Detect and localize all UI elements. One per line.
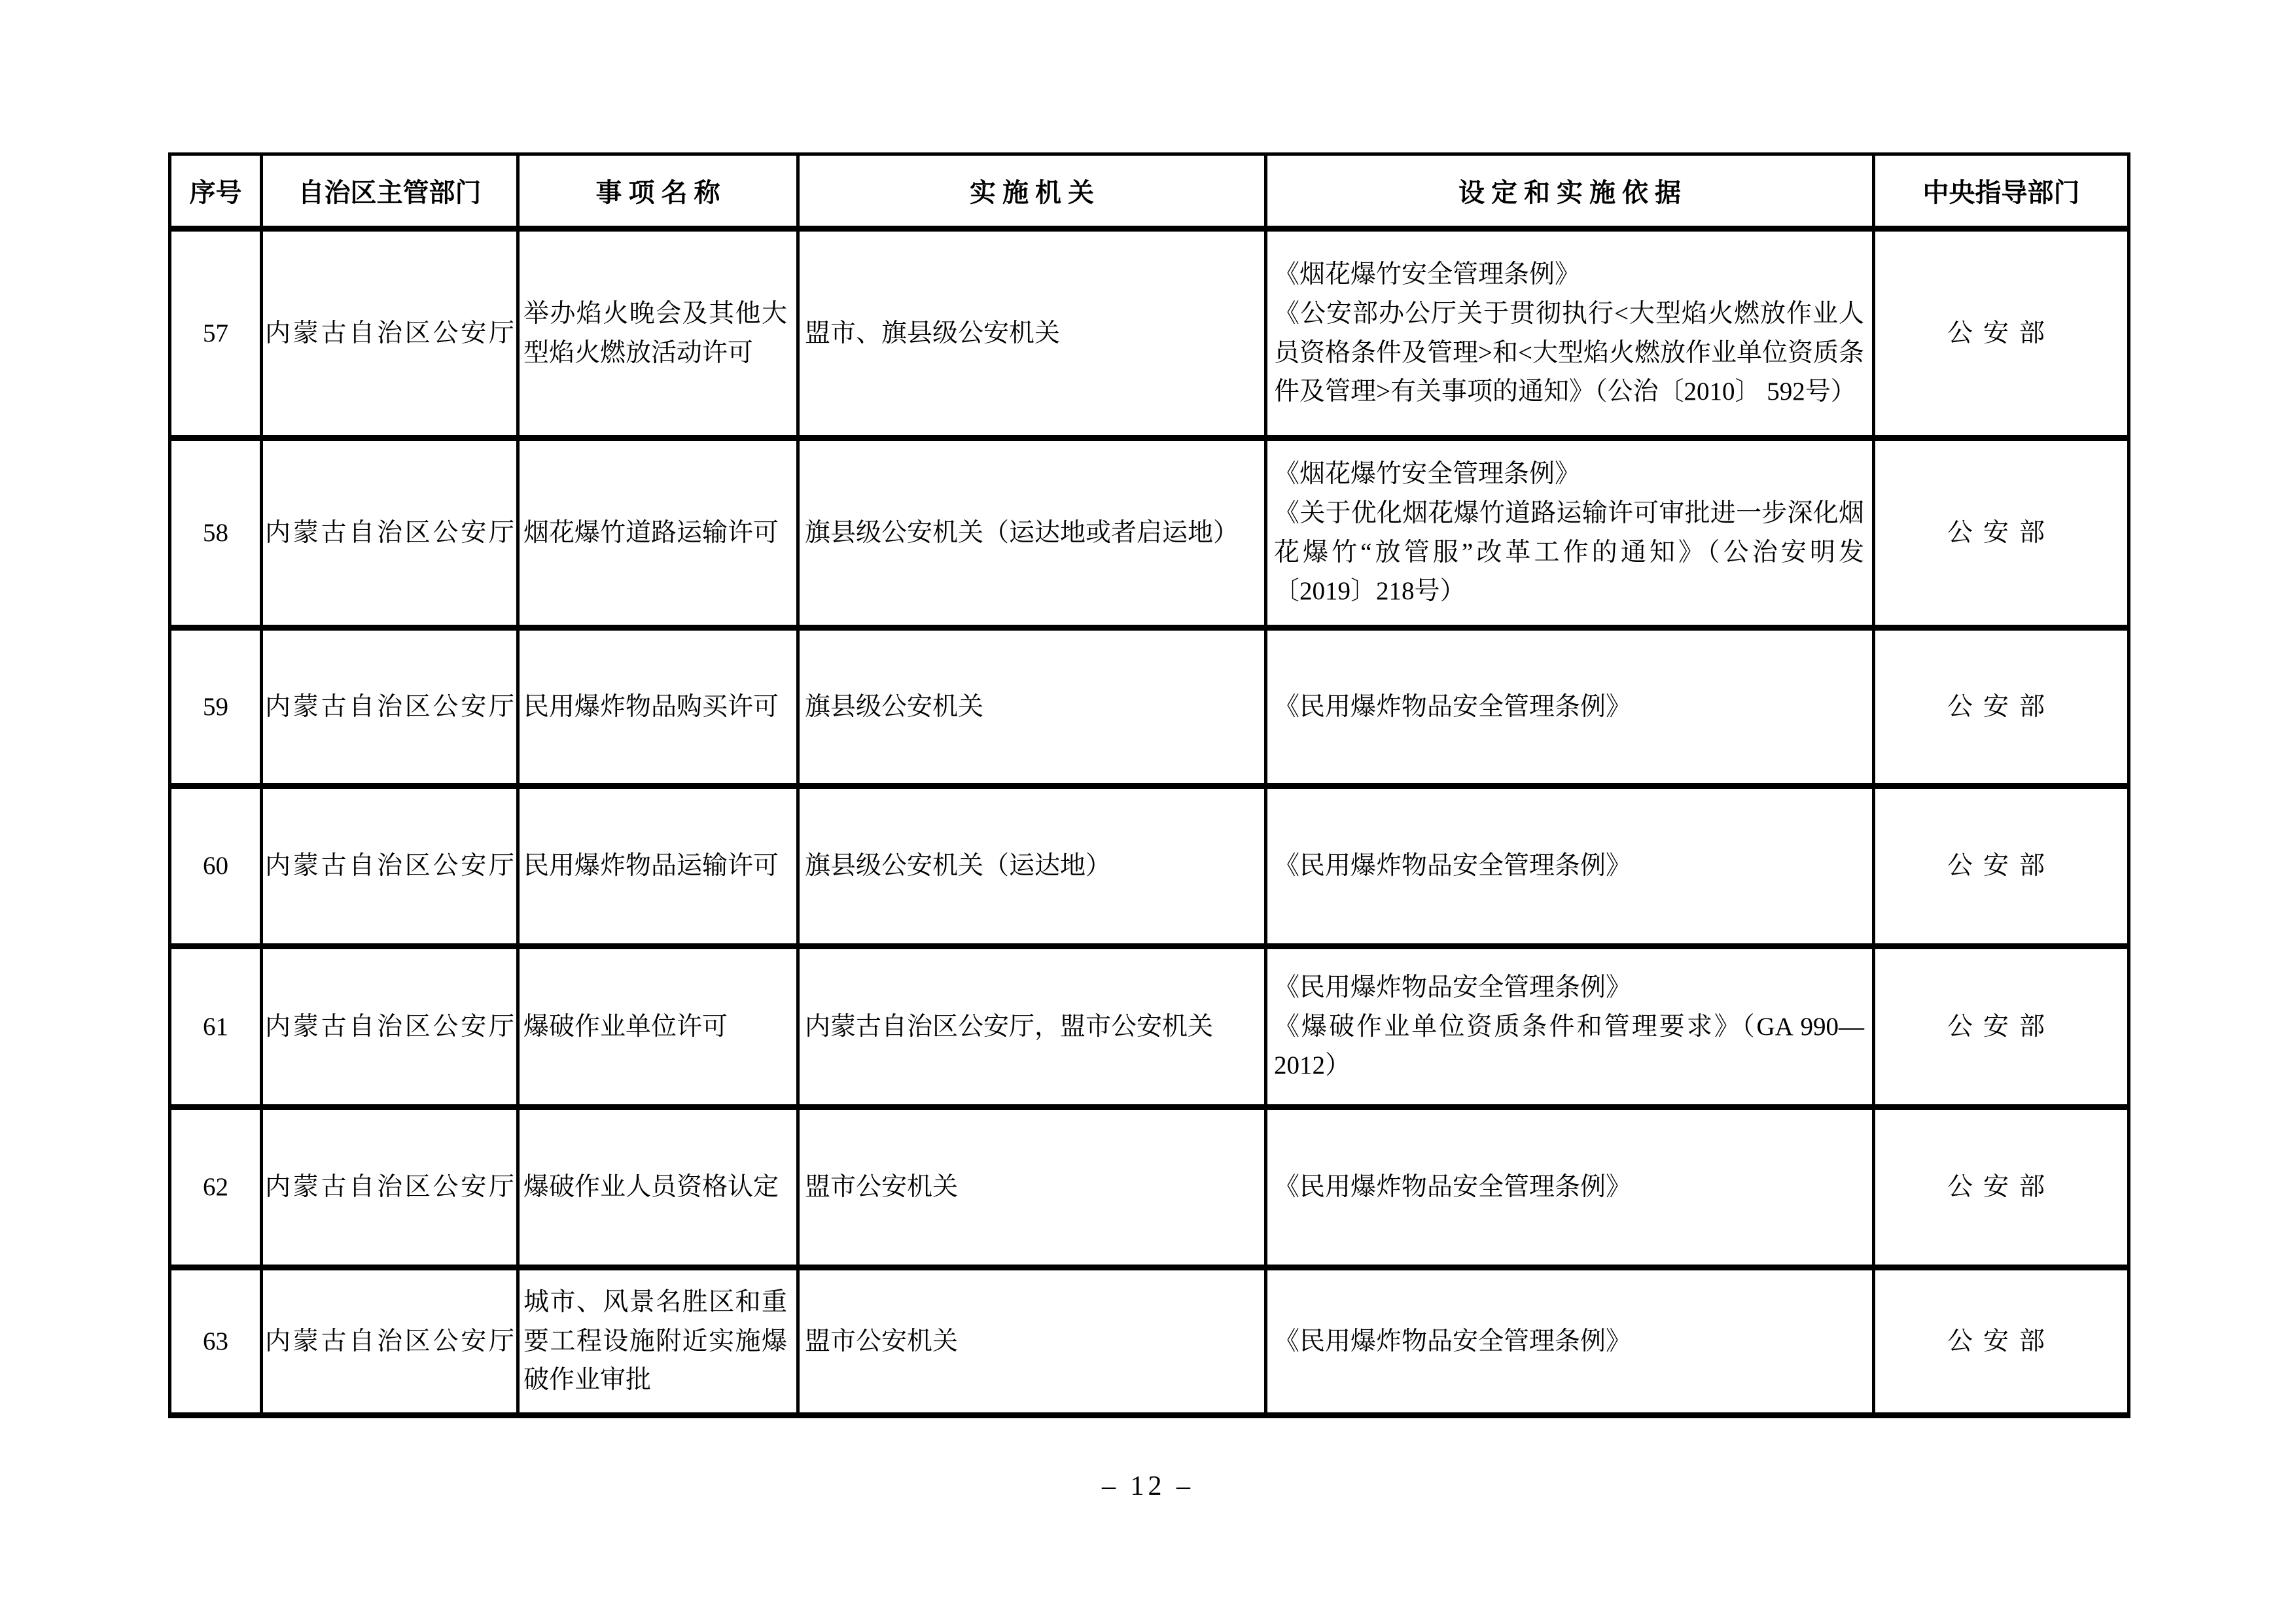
col-header-department: 自治区主管部门: [262, 154, 518, 229]
cell-central-dept: 公安部: [1874, 947, 2129, 1108]
cell-item-name: 爆破作业人员资格认定: [518, 1108, 798, 1268]
cell-agency: 内蒙古自治区公安厅，盟市公安机关: [798, 947, 1266, 1108]
cell-basis: 《民用爆炸物品安全管理条例》 《爆破作业单位资质条件和管理要求》（GA 990—2012）: [1266, 947, 1874, 1108]
cell-index: 58: [170, 438, 262, 628]
cell-index: 57: [170, 229, 262, 438]
page-number: – 12 –: [1102, 1471, 1194, 1501]
cell-department: 内蒙古自治区公安厅: [262, 1108, 518, 1268]
table-row: [170, 1108, 2129, 1268]
cell-item-name: 城市、风景名胜区和重要工程设施附近实施爆破作业审批: [518, 1268, 798, 1416]
table-row: [170, 786, 2129, 947]
cell-item-name: 民用爆炸物品运输许可: [518, 786, 798, 947]
table-row: [170, 438, 2129, 628]
cell-central-dept: 公安部: [1874, 229, 2129, 438]
cell-basis: 《烟花爆竹安全管理条例》 《关于优化烟花爆竹道路运输许可审批进一步深化烟花爆竹“放管服”改革工作的通知》（公治安明发〔2019〕218号）: [1266, 438, 1874, 628]
cell-item-name: 烟花爆竹道路运输许可: [518, 438, 798, 628]
approval-items-table: [168, 152, 2130, 1418]
cell-index: 63: [170, 1268, 262, 1416]
col-header-basis: 设 定 和 实 施 依 据: [1266, 154, 1874, 229]
col-header-index: 序号: [170, 154, 262, 229]
cell-index: 60: [170, 786, 262, 947]
table-row: [170, 229, 2129, 438]
col-header-central-dept: 中央指导部门: [1874, 154, 2129, 229]
cell-basis: 《民用爆炸物品安全管理条例》: [1266, 628, 1874, 786]
cell-index: 61: [170, 947, 262, 1108]
cell-department: 内蒙古自治区公安厅: [262, 947, 518, 1108]
cell-central-dept: 公安部: [1874, 628, 2129, 786]
cell-agency: 盟市公安机关: [798, 1268, 1266, 1416]
cell-central-dept: 公安部: [1874, 438, 2129, 628]
cell-agency: 旗县级公安机关（运达地或者启运地）: [798, 438, 1266, 628]
table-header-row: [170, 154, 2129, 229]
cell-agency: 盟市、旗县级公安机关: [798, 229, 1266, 438]
cell-central-dept: 公安部: [1874, 786, 2129, 947]
cell-agency: 旗县级公安机关: [798, 628, 1266, 786]
cell-basis: 《民用爆炸物品安全管理条例》: [1266, 1108, 1874, 1268]
cell-basis: 《民用爆炸物品安全管理条例》: [1266, 1268, 1874, 1416]
cell-department: 内蒙古自治区公安厅: [262, 229, 518, 438]
cell-item-name: 爆破作业单位许可: [518, 947, 798, 1108]
cell-item-name: 举办焰火晚会及其他大型焰火燃放活动许可: [518, 229, 798, 438]
cell-central-dept: 公安部: [1874, 1108, 2129, 1268]
cell-basis: 《民用爆炸物品安全管理条例》: [1266, 786, 1874, 947]
cell-department: 内蒙古自治区公安厅: [262, 438, 518, 628]
cell-agency: 旗县级公安机关（运达地）: [798, 786, 1266, 947]
table-row: [170, 1268, 2129, 1416]
cell-index: 59: [170, 628, 262, 786]
cell-department: 内蒙古自治区公安厅: [262, 786, 518, 947]
cell-agency: 盟市公安机关: [798, 1108, 1266, 1268]
cell-index: 62: [170, 1108, 262, 1268]
cell-basis: 《烟花爆竹安全管理条例》 《公安部办公厅关于贯彻执行<大型焰火燃放作业人员资格条件及管理>和<大型焰火燃放作业单位资质条件及管理>有关事项的通知》（公治〔2010〕 592号）: [1266, 229, 1874, 438]
cell-item-name: 民用爆炸物品购买许可: [518, 628, 798, 786]
cell-central-dept: 公安部: [1874, 1268, 2129, 1416]
cell-department: 内蒙古自治区公安厅: [262, 1268, 518, 1416]
table-row: [170, 628, 2129, 786]
col-header-item-name: 事 项 名 称: [518, 154, 798, 229]
table-row: [170, 947, 2129, 1108]
col-header-agency: 实 施 机 关: [798, 154, 1266, 229]
cell-department: 内蒙古自治区公安厅: [262, 628, 518, 786]
